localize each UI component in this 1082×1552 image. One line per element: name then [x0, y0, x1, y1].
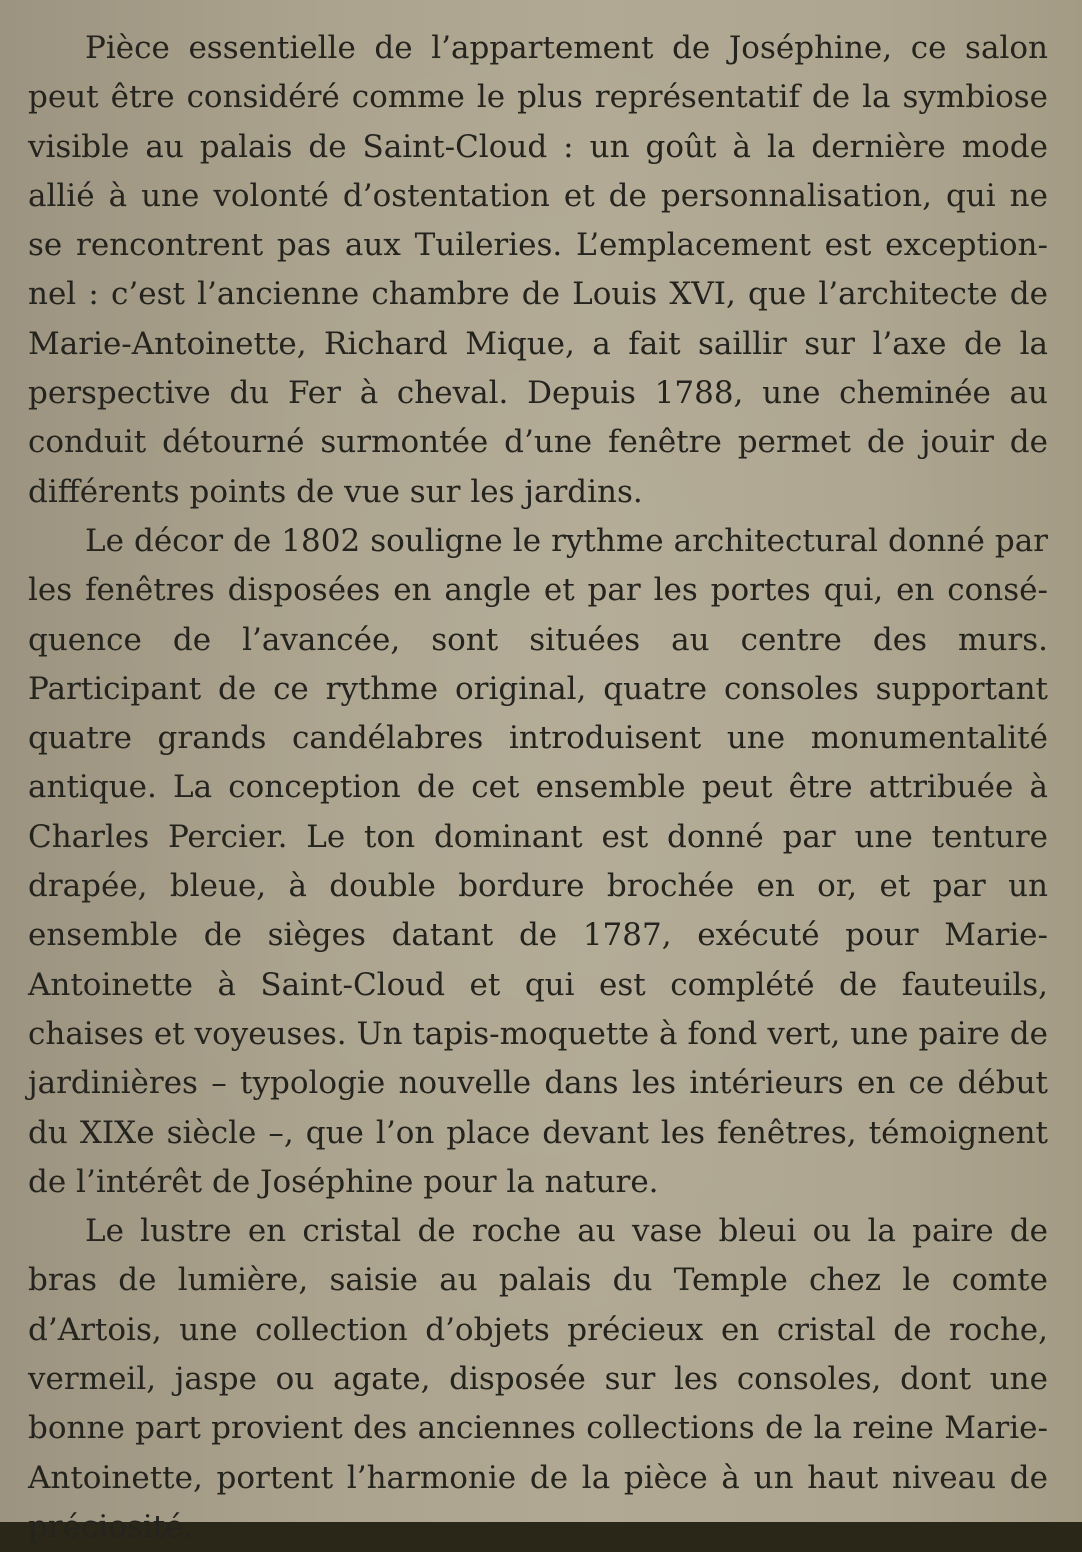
body-text	[28, 24, 1048, 1552]
paragraph-2: Le décor de 1802 souligne le rythme architectural donné par les fenêtres disposées en angle et par les portes qui, en conséquence de l’avancée, sont situées au centre des murs. Participant de ce rythme original, quatre consoles supportant quatre grands candélabres introduisent une monumentalité antique. La conception de cet ensemble peut être attribuée à Charles Percier. Le ton dominant est donné par une tenture drapée, bleue, à double bordure brochée en or, et par un ensemble de sièges datant de 1787, exécuté pour Marie-Antoinette à Saint-Cloud et qui est complété de fauteuils, chaises et voyeuses. Un tapis-moquette à fond vert, une paire de jardinières – typologie nouvelle dans les intérieurs en ce début du XIXe siècle –, que l’on place devant les fenêtres, témoignent de l’intérêt de Joséphine pour la nature.	[28, 522, 1048, 1200]
paragraph-3: Le lustre en cristal de roche au vase bleui ou la paire de bras de lumière, saisie au palais du Temple chez le comte d’Artois, une collection d’objets précieux en cristal de roche, vermeil, jaspe ou agate, disposée sur les consoles, dont une bonne part provient des anciennes collections de la reine Marie-Antoinette, portent l’harmonie de la pièce à un haut niveau de préciosité.	[28, 1213, 1048, 1545]
paragraph-1: Pièce essentielle de l’appartement de Joséphine, ce salon peut être considéré comme le plus représentatif de la symbiose visible au palais de Saint-Cloud : un goût à la dernière mode allié à une volonté d’ostentation et de personnalisation, qui ne se rencontrent pas aux Tuileries. L’emplacement est exceptionnel : c’est l’ancienne chambre de Louis XVI, que l’architecte de Marie-Antoinette, Richard Mique, a fait saillir sur l’axe de la perspective du Fer à cheval. Depuis 1788, une cheminée au conduit détourné surmontée d’une fenêtre permet de jouir de différents points de vue sur les jardins.	[28, 30, 1048, 510]
